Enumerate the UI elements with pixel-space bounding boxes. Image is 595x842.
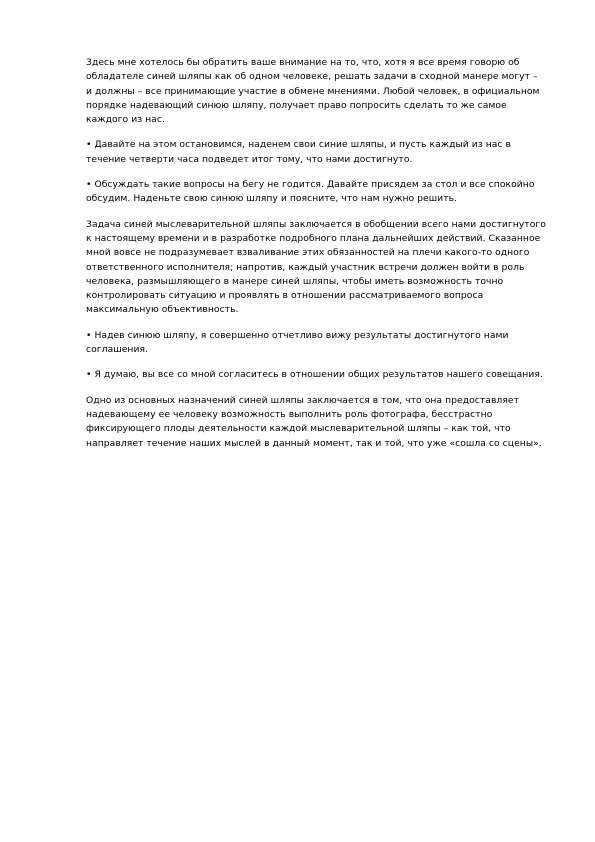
paragraph-body: Задача синей мыслеварительной шляпы заключается в обобщении всего нами достигнутого к настоящему времени и в разработке подробного плана дальнейших действий. Сказанное мной вовсе не подразумевает взваливание этих обязанностей на плечи какого-то одного ответственного исполнителя; напротив, каждый участник встречи должен войти в роль человека, размышляющего в манере синей шляпы, чтобы иметь возможность точно контролировать ситуацию и проявлять в отношении рассматриваемого вопроса максимальную объективность. <box>86 218 546 316</box>
paragraph-intro: Здесь мне хотелось бы обратить ваше внимание на то, что, хотя я все время говорю об обладателе синей шляпы как об одном человеке, решать задачи в сходной манере могут – и должны – все принимающие участие в обмене мнениями. Любой человек, в официальном порядке надевающий синюю шляпу, получает право попросить сделать то же самое каждого из нас. <box>86 57 540 126</box>
bullet-item: • Надев синюю шляпу, я совершенно отчетливо вижу результаты достигнутого нами соглашения. <box>86 329 509 356</box>
bullet-item: • Я думаю, вы все со мной согласитесь в отношении общих результатов нашего совещания. <box>86 369 543 381</box>
document-body <box>86 56 546 462</box>
paragraph-conclusion: Одно из основных назначений синей шляпы заключается в том, что она предоставляет надевающему ее человеку возможность выполнить роль фотографа, бесстрастно фиксирующего плоды деятельности каждой мыслеварительной шляпы – как той, что направляет течение наших мыслей в данный момент, так и той, что уже «сошла со сцены». <box>86 394 542 449</box>
bullet-item: • Обсуждать такие вопросы на бегу не годится. Давайте присядем за стол и все спокойно обсудим. Наденьте свою синюю шляпу и поясните, что нам нужно решить. <box>86 179 535 205</box>
bullet-item: • Давайте на этом остановимся, наденем свои синие шляпы, и пусть каждый из нас в течение четверти часа подведет итог тому, что нами достигнуто. <box>86 139 511 165</box>
